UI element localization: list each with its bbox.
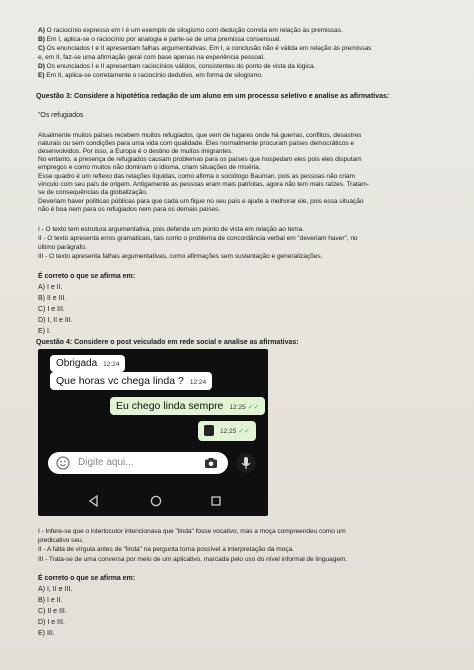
option-d: D) Os enunciados I e II apresentam raciocínios válidos, consistentes do ponto de vista da lógica.	[38, 63, 316, 70]
essay-line: Esse quadro é um reflexo das relações líquidas, como afirma o sociólogo Bauman, pois as pessoas não criam	[38, 173, 355, 180]
essay-line: não é boa nem para os refugiados nem para os demais países.	[38, 206, 221, 213]
answer-option-d[interactable]: D) I, II e III.	[38, 317, 73, 324]
chat-message: Que horas vc chega linda ? 12:24	[50, 372, 212, 390]
statement: I - O texto tem estrutura argumentativa, pois defende um ponto de vista em relação ao tema.	[38, 226, 304, 233]
essay-title: "Os refugiados	[38, 112, 84, 119]
option-c-cont: e, em II, faz-se uma afirmação geral com base apenas na experiência pessoal.	[38, 54, 265, 61]
answer-option-e[interactable]: E) III.	[38, 630, 55, 637]
chat-message-own: Eu chego linda sempre 12:25 ✓✓	[110, 397, 265, 415]
chat-message: Obrigada 12:24	[50, 355, 125, 372]
statement-cont: último parágrafo.	[38, 244, 87, 251]
answer-prompt: É correto o que se afirma em:	[38, 273, 135, 280]
statement: II - A falta de vírgula antes de "linda" na pergunta torna possível a interpretação da moça.	[38, 546, 294, 553]
essay-line: desenvolvidos. Por isso, a Europa é o destino de muitos imigrantes.	[38, 148, 233, 155]
essay-line: Atualmente muitos países recebem muitos refugiados, que vem de lugares onde há guerras, conflitos, desastres	[38, 132, 362, 139]
mic-button[interactable]	[236, 453, 256, 473]
message-input[interactable]	[48, 452, 228, 474]
option-b: B) Em I, aplica-se o raciocínio por analogia e parte-se de uma premissa consensual.	[38, 36, 281, 43]
back-icon[interactable]	[88, 495, 100, 507]
essay-line: empregos e como muitos não dominam o idioma, criam situações de miséria.	[38, 164, 261, 171]
question-4-title: Questão 4: Considere o post veiculado em rede social e analise as afirmativas:	[36, 339, 299, 346]
answer-option-d[interactable]: D) I e III.	[38, 619, 65, 626]
answer-option-a[interactable]: A) I, II e III.	[38, 586, 73, 593]
double-check-icon: ✓✓	[238, 428, 251, 435]
answer-option-e[interactable]: E) I.	[38, 328, 51, 335]
chat-message-own: 12:25 ✓✓	[198, 421, 256, 441]
statement: III - Trata-se de uma conversa por meio de um aplicativo, marcada pelo uso do nível informal de linguagem.	[38, 556, 348, 563]
answer-prompt: É correto o que se afirma em:	[38, 575, 135, 582]
emoji-icon[interactable]	[56, 456, 70, 470]
essay-line: se de consequências da globalização.	[38, 189, 148, 196]
statement: II - O texto apresenta erros gramaticais, tais como o problema de concordância verbal em "deveriam haver", no	[38, 235, 358, 242]
option-a: A) O raciocínio expresso em I é um exemplo de silogismo com dedução correta em relação às premissas.	[38, 27, 343, 34]
recents-icon[interactable]	[210, 495, 222, 507]
answer-option-a[interactable]: A) I e II.	[38, 284, 63, 291]
essay-line: vínculo com seu país de origem. Antigamente as pessoas eram mais patriotas, agora não tem mais raízes. Tratam-	[38, 181, 369, 188]
essay-line: Deveriam haver políticas públicas para que cada um fique no seu país e ajude a melhorar ele, pois essa situação	[38, 198, 364, 205]
option-c: C) Os enunciados I e II apresentam falhas argumentativas. Em I, a conclusão não é válida em relação às premissas	[38, 45, 372, 52]
essay-line: naturais ou sem condições para uma vida com qualidade. Eles normalmente procuram países democráticos e	[38, 140, 354, 147]
chat-screenshot	[38, 349, 268, 516]
essay-line: No entanto, a presença de refugiados causam problemas para os países que hospedam eles pois eles disputam	[38, 156, 362, 163]
input-placeholder: Digite aqui...	[78, 457, 134, 468]
camera-icon[interactable]	[204, 457, 218, 469]
microphone-icon	[236, 453, 256, 473]
answer-option-b[interactable]: B) II e III.	[38, 295, 67, 302]
question-3-title: Questão 3: Considere a hipotética redação de um aluno em um processo seletivo e analise as afirmativas:	[36, 93, 390, 100]
home-icon[interactable]	[150, 495, 162, 507]
statement-cont: predicativo seu.	[38, 537, 84, 544]
answer-option-b[interactable]: B) I e II.	[38, 597, 63, 604]
statement: I - Infere-se que o interlocutor intencionava que "linda" fosse vocativo, mas a moça compreendeu como um	[38, 528, 346, 535]
double-check-icon: ✓✓	[247, 404, 260, 411]
statement: III - O texto apresenta falhas argumentativas, como afirmações sem sustentação e generalizações.	[38, 253, 323, 260]
answer-option-c[interactable]: C) II e III.	[38, 608, 67, 615]
emoji-icon	[204, 425, 214, 436]
answer-option-c[interactable]: C) I e III.	[38, 306, 65, 313]
option-e: E) Em II, aplica-se corretamente o raciocínio dedutivo, em forma de silogismo.	[38, 72, 263, 79]
